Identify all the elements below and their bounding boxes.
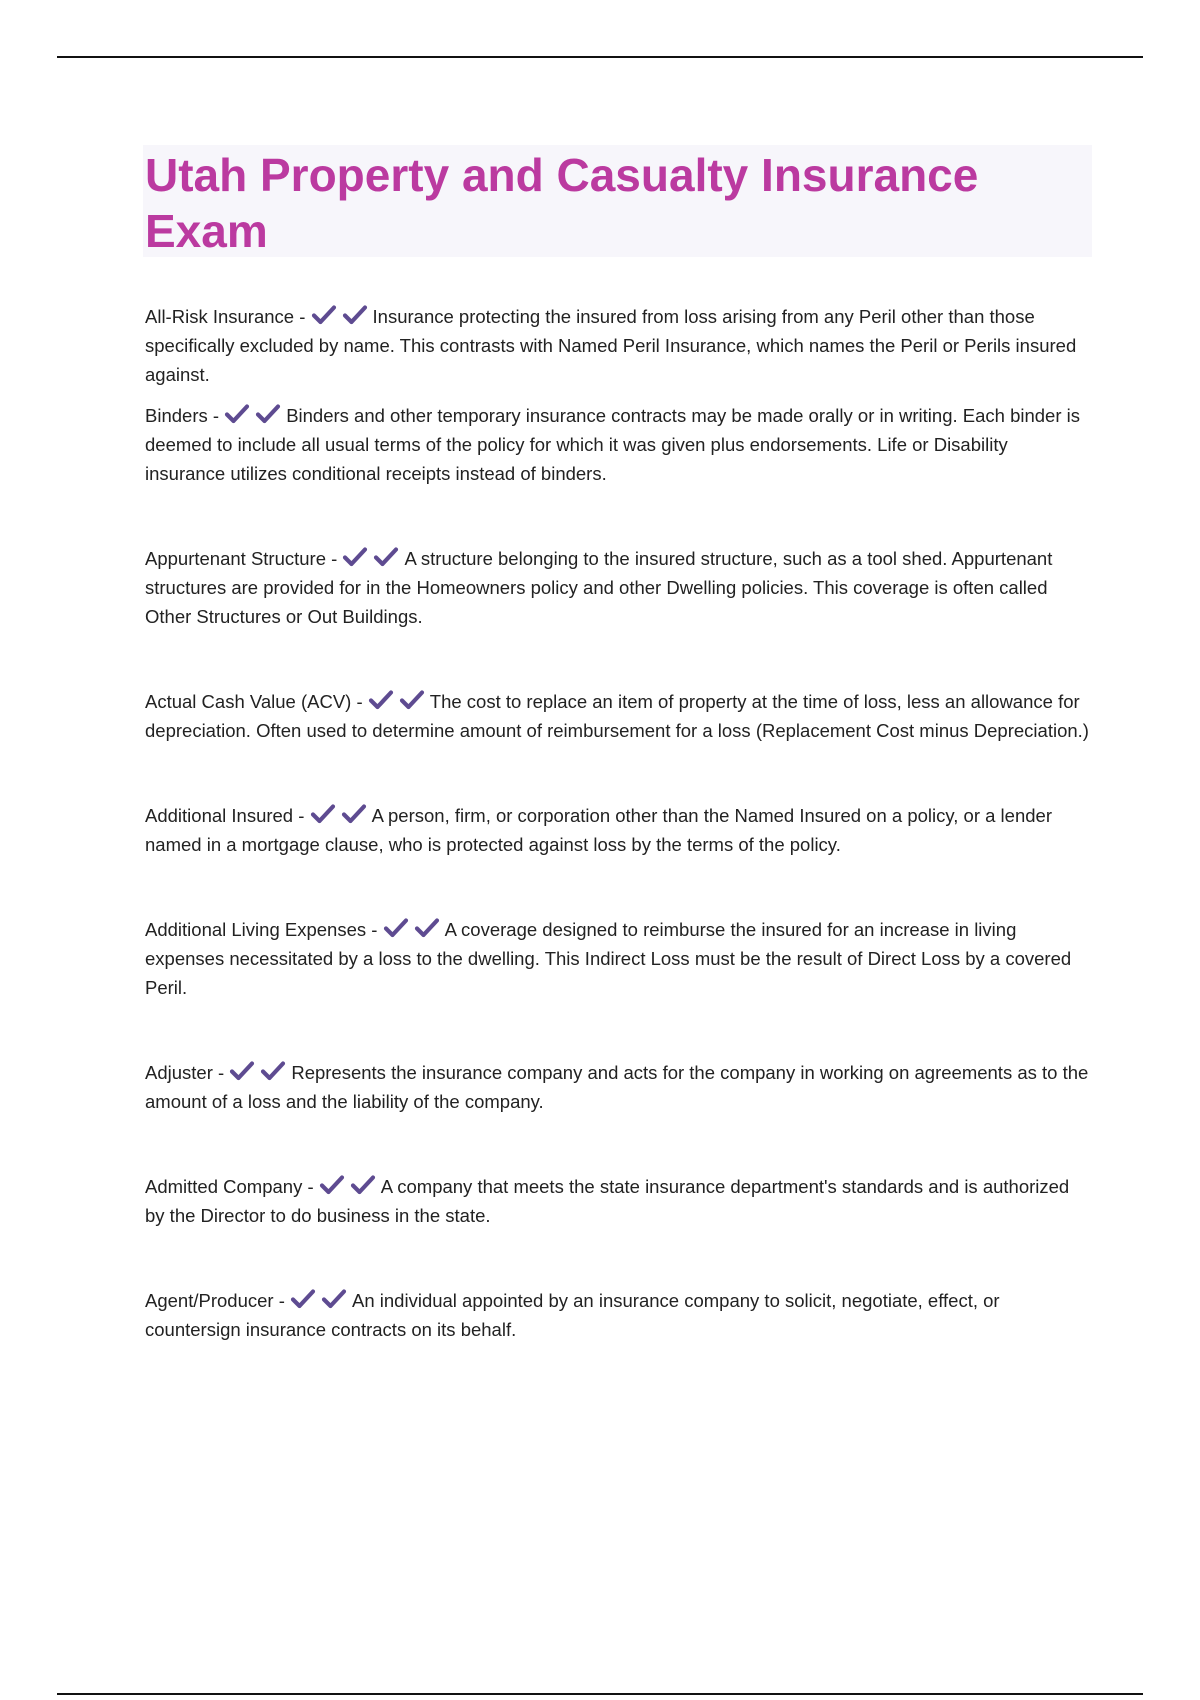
entry-term: Agent/Producer: [145, 1290, 274, 1311]
entry-term: All-Risk Insurance: [145, 306, 295, 327]
check-icon: [319, 1174, 346, 1196]
check-icon: [399, 689, 426, 711]
glossary-entry: [145, 302, 1090, 389]
entry-definition: A structure belonging to the insured structure, such as a tool shed. Appurtenant structures are provided for in the Homeowners policy and other Dwelling policies. This coverage is often called Other Structures or Out Buildings.: [145, 548, 1053, 627]
entry-definition: A coverage designed to reimburse the insured for an increase in living expenses necessitated by a loss to the dwelling. This Indirect Loss must be the result of Direct Loss by a covered Peril.: [145, 919, 1072, 998]
glossary-entry: [145, 915, 1090, 1002]
double-check-icon: [368, 691, 430, 712]
entry-term: Admitted Company: [145, 1176, 303, 1197]
entry-term: Actual Cash Value (ACV): [145, 691, 352, 712]
check-icon: [290, 1288, 317, 1310]
double-check-icon: [290, 1290, 352, 1311]
check-icon: [260, 1060, 287, 1082]
entry-definition: A company that meets the state insurance department's standards and is authorized by the Director to do business in the state.: [145, 1176, 1070, 1226]
double-check-icon: [310, 805, 372, 826]
entry-term: Adjuster: [145, 1062, 213, 1083]
check-icon: [368, 689, 395, 711]
check-icon: [341, 803, 368, 825]
glossary-entry: [145, 687, 1090, 745]
entry-separator: -: [207, 405, 225, 426]
check-icon: [373, 546, 400, 568]
check-icon: [342, 304, 369, 326]
entry-separator: -: [273, 1290, 291, 1311]
check-icon: [342, 546, 369, 568]
entry-definition: Insurance protecting the insured from loss arising from any Peril other than those specifically excluded by name. This contrasts with Named Peril Insurance, which names the Peril or Perils insured against.: [145, 306, 1077, 385]
check-icon: [310, 803, 337, 825]
check-icon: [311, 304, 338, 326]
title-banner: [143, 145, 1092, 257]
double-check-icon: [383, 919, 445, 940]
check-icon: [224, 403, 251, 425]
check-icon: [383, 917, 410, 939]
glossary-entry: [145, 801, 1090, 859]
check-icon: [350, 1174, 377, 1196]
entry-separator: -: [326, 548, 343, 569]
check-icon: [229, 1060, 256, 1082]
entry-separator: -: [302, 1176, 319, 1197]
double-check-icon: [229, 1062, 291, 1083]
entry-term: Additional Living Expenses: [145, 919, 367, 940]
glossary-entry: [145, 1172, 1090, 1230]
top-rule: [57, 56, 1143, 58]
entry-definition: An individual appointed by an insurance company to solicit, negotiate, effect, or countersign insurance contracts on its behalf.: [145, 1290, 1000, 1340]
glossary-entry: [145, 401, 1090, 488]
entry-term: Appurtenant Structure: [145, 548, 326, 569]
entry-definition: Binders and other temporary insurance contracts may be made orally or in writing. Each binder is deemed to include all usual terms of the policy for which it was given plus endorsements. Life or Disability insurance utilizes conditional receipts instead of binders.: [145, 405, 1081, 484]
entry-term: Binders: [145, 405, 208, 426]
entry-definition: The cost to replace an item of property at the time of loss, less an allowance for depreciation. Often used to determine amount of reimbursement for a loss (Replacement Cost minus Depreciation.): [145, 691, 1089, 741]
entry-definition: Represents the insurance company and acts for the company in working on agreements as to the amount of a loss and the liability of the company.: [145, 1062, 1089, 1112]
glossary-entry: [145, 1058, 1090, 1116]
glossary-entry: [145, 544, 1090, 631]
double-check-icon: [311, 306, 373, 327]
entry-term: Additional Insured: [145, 805, 294, 826]
double-check-icon: [319, 1176, 381, 1197]
glossary-list: [145, 302, 1090, 1344]
entry-separator: -: [293, 805, 310, 826]
entry-separator: -: [294, 306, 311, 327]
entry-separator: -: [351, 691, 368, 712]
glossary-entry: [145, 1286, 1090, 1344]
bottom-rule: [57, 1693, 1143, 1695]
entry-definition: A person, firm, or corporation other than the Named Insured on a policy, or a lender named in a mortgage clause, who is protected against loss by the terms of the policy.: [145, 805, 1052, 855]
check-icon: [321, 1288, 348, 1310]
double-check-icon: [342, 548, 404, 569]
check-icon: [255, 403, 282, 425]
entry-separator: -: [212, 1062, 230, 1083]
page-title: Utah Property and Casualty Insurance Exam: [145, 149, 979, 257]
entry-separator: -: [366, 919, 383, 940]
double-check-icon: [224, 405, 286, 426]
check-icon: [414, 917, 441, 939]
